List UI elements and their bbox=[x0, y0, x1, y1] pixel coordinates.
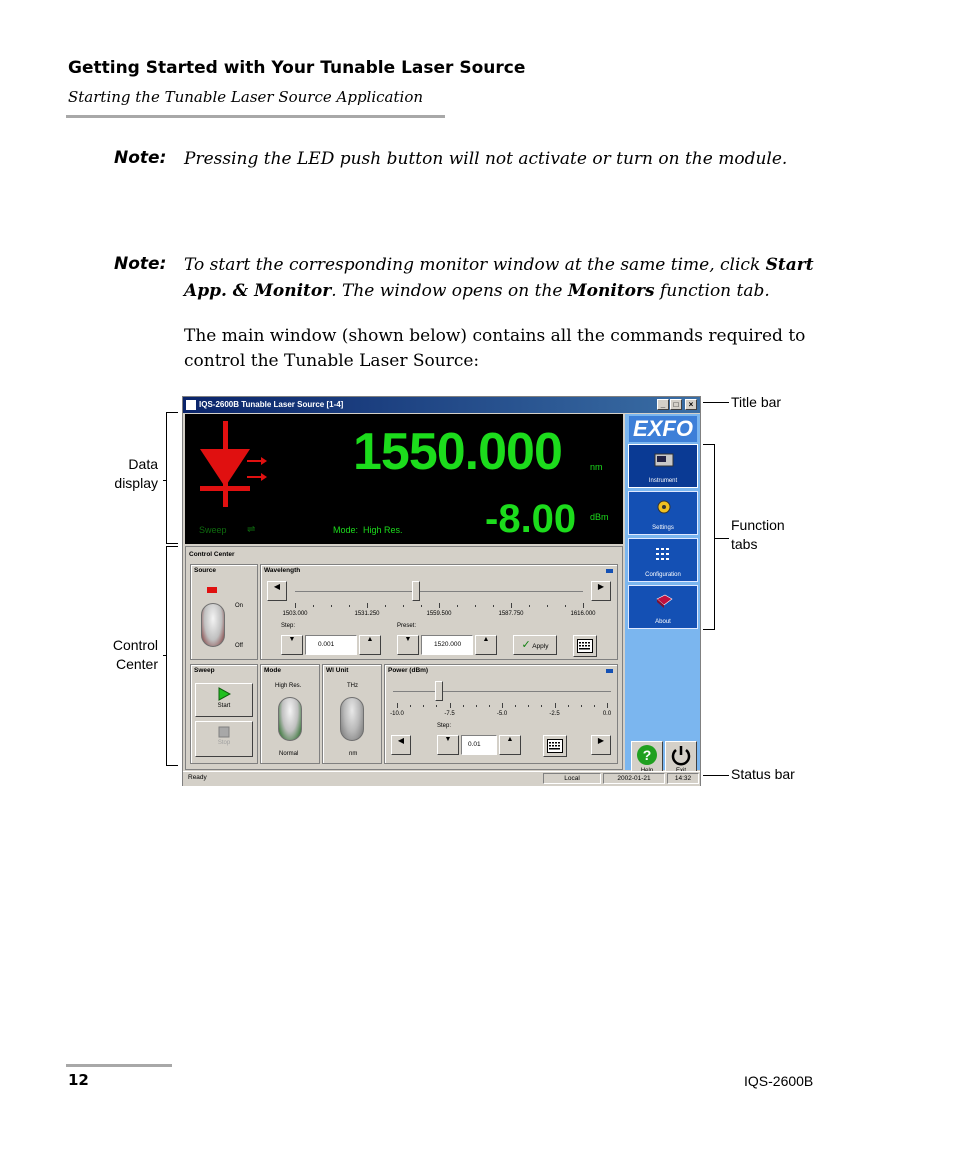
wavelength-keypad-button[interactable] bbox=[573, 635, 597, 657]
preset-label: Preset: bbox=[397, 623, 417, 629]
wavelength-tick-mark bbox=[493, 605, 494, 607]
callout-bracket-control-center bbox=[166, 546, 167, 766]
control-center bbox=[185, 546, 623, 770]
header-rule bbox=[66, 115, 445, 118]
app-window bbox=[182, 396, 701, 786]
step-up-button[interactable]: ▲ bbox=[359, 635, 381, 655]
power-tick-mark bbox=[397, 703, 398, 708]
source-label: Source bbox=[194, 567, 217, 574]
tab-settings[interactable]: Settings bbox=[628, 491, 698, 535]
callout-control-center: Control Center bbox=[112, 637, 158, 672]
instrument-icon bbox=[654, 452, 674, 468]
keypad-icon bbox=[577, 639, 593, 653]
control-center-title: Control Center bbox=[189, 551, 235, 558]
wavelength-tick-label: 1559.500 bbox=[426, 611, 452, 617]
wavelength-tick-label: 1503.000 bbox=[282, 611, 308, 617]
wavelength-tick-mark bbox=[385, 605, 386, 607]
callout-status-bar: Status bar bbox=[731, 766, 795, 782]
preset-field[interactable]: 1520.000 bbox=[421, 635, 473, 655]
power-tick-label: -7.5 bbox=[444, 711, 455, 717]
status-mode: Local bbox=[543, 773, 601, 784]
title-bar[interactable] bbox=[183, 397, 700, 413]
note-text: Pressing the LED push button will not activate or turn on the module. bbox=[184, 149, 788, 169]
power-tick-mark bbox=[450, 703, 451, 708]
note-text-line1: To start the corresponding monitor window at the same time, click Start bbox=[184, 255, 814, 275]
power-icon bbox=[670, 744, 692, 766]
callout-data-display: Data display bbox=[114, 456, 158, 491]
configuration-icon bbox=[654, 546, 674, 562]
wavelength-tick-mark bbox=[529, 605, 530, 607]
power-readout: -8.00 bbox=[485, 497, 577, 541]
keypad-icon bbox=[547, 739, 563, 753]
power-tick-mark bbox=[515, 705, 516, 707]
maximize-button[interactable]: □ bbox=[670, 399, 682, 410]
status-time: 14:32 bbox=[667, 773, 699, 784]
wavelength-slider-track[interactable] bbox=[295, 591, 583, 592]
mode-group bbox=[260, 664, 320, 764]
settings-gear-icon bbox=[654, 499, 674, 515]
exfo-logo: EXFO bbox=[629, 416, 697, 442]
wavelength-tick-mark bbox=[565, 605, 566, 607]
callout-function-tabs: Function tabs bbox=[731, 517, 785, 552]
close-button[interactable]: × bbox=[685, 399, 697, 410]
wavelength-group bbox=[260, 564, 618, 660]
sweep-group bbox=[190, 664, 258, 764]
power-tick-label: -2.5 bbox=[549, 711, 560, 717]
laser-diode-icon[interactable] bbox=[195, 419, 270, 509]
minimize-button[interactable]: _ bbox=[657, 399, 669, 410]
wavelength-tick-mark bbox=[349, 605, 350, 607]
wavelength-readout: 1550.000 bbox=[353, 423, 562, 481]
wavelength-tick-mark bbox=[367, 603, 368, 608]
wavelength-tick-mark bbox=[511, 603, 512, 608]
wavelength-right-button[interactable]: ▶ bbox=[591, 581, 611, 601]
power-tick-mark bbox=[410, 705, 411, 707]
tab-instrument[interactable]: Instrument bbox=[628, 444, 698, 488]
power-tick-label: -10.0 bbox=[390, 711, 404, 717]
power-tick-mark bbox=[502, 703, 503, 708]
wavelength-tick-mark bbox=[475, 605, 476, 607]
power-tick-mark bbox=[581, 705, 582, 707]
callout-line-function-tabs bbox=[714, 538, 729, 539]
wavelength-tick-mark bbox=[403, 605, 404, 607]
help-icon bbox=[636, 744, 658, 766]
preset-up-button[interactable]: ▲ bbox=[475, 635, 497, 655]
power-tick-mark bbox=[568, 705, 569, 707]
function-tabs-panel bbox=[625, 414, 700, 770]
power-step-down-button[interactable]: ▼ bbox=[437, 735, 459, 755]
power-tick-mark bbox=[423, 705, 424, 707]
power-keypad-button[interactable] bbox=[543, 735, 567, 757]
callout-bracket-top bbox=[166, 546, 178, 547]
about-book-icon bbox=[654, 593, 674, 609]
sweep-indicator: Sweep bbox=[199, 525, 227, 535]
wavelength-tick-label: 1587.750 bbox=[498, 611, 524, 617]
body-text-line2: control the Tunable Laser Source: bbox=[184, 351, 480, 371]
tab-about[interactable]: About bbox=[628, 585, 698, 629]
power-step-label: Step: bbox=[437, 723, 452, 729]
stop-icon bbox=[218, 726, 230, 738]
wavelength-indicator bbox=[606, 569, 613, 573]
source-group bbox=[190, 564, 258, 660]
footer-rule bbox=[66, 1064, 172, 1067]
wl-unit-group bbox=[322, 664, 382, 764]
wavelength-tick-mark bbox=[547, 605, 548, 607]
wavelength-left-button[interactable]: ◀ bbox=[267, 581, 287, 601]
power-step-field[interactable]: 0.01 bbox=[461, 735, 497, 755]
wl-unit-label: Wl Unit bbox=[326, 667, 349, 674]
wavelength-tick-mark bbox=[421, 605, 422, 607]
step-label: Step: bbox=[281, 623, 296, 629]
wavelength-slider-thumb[interactable] bbox=[412, 581, 420, 601]
source-led bbox=[207, 587, 217, 593]
wavelength-tick-mark bbox=[583, 603, 584, 608]
mode-toggle[interactable] bbox=[278, 697, 302, 741]
data-display bbox=[185, 414, 623, 544]
power-group bbox=[384, 664, 618, 764]
wl-unit-nm-label: nm bbox=[349, 751, 358, 757]
power-right-button[interactable]: ▶ bbox=[591, 735, 611, 755]
power-tick-mark bbox=[476, 705, 477, 707]
callout-bracket-bottom bbox=[703, 629, 715, 630]
section-title: Starting the Tunable Laser Source Application bbox=[68, 88, 424, 106]
source-toggle[interactable] bbox=[201, 603, 225, 647]
power-unit: dBm bbox=[590, 512, 609, 522]
apply-button[interactable]: ✓ Apply bbox=[513, 635, 557, 655]
mode-indicator: Mode: High Res. bbox=[333, 525, 403, 535]
power-tick-label: -5.0 bbox=[496, 711, 508, 717]
mode-label: Mode bbox=[264, 667, 281, 674]
wavelength-tick-label: 1531.250 bbox=[354, 611, 380, 617]
source-off-label: Off bbox=[235, 643, 243, 649]
power-tick-mark bbox=[463, 705, 464, 707]
wavelength-tick-mark bbox=[295, 603, 296, 608]
power-tick-mark bbox=[594, 705, 595, 707]
checkmark-icon: ✓ bbox=[521, 639, 531, 651]
power-step-up-button[interactable]: ▲ bbox=[499, 735, 521, 755]
wl-unit-toggle[interactable] bbox=[340, 697, 364, 741]
sweep-start-button[interactable]: Start bbox=[195, 683, 253, 717]
sweep-stop-button[interactable]: Stop bbox=[195, 721, 253, 757]
callout-title-bar: Title bar bbox=[731, 394, 782, 410]
callout-bracket-top bbox=[703, 444, 715, 445]
wavelength-tick-mark bbox=[331, 605, 332, 607]
chapter-title: Getting Started with Your Tunable Laser Source bbox=[68, 58, 526, 78]
page-number: 12 bbox=[68, 1071, 89, 1089]
power-left-button[interactable]: ◀ bbox=[391, 735, 411, 755]
callout-bracket-data-display bbox=[166, 412, 167, 544]
wavelength-tick-mark bbox=[457, 605, 458, 607]
source-on-label: On bbox=[235, 603, 244, 609]
callout-bracket-function-tabs bbox=[714, 444, 715, 630]
tab-configuration[interactable]: Configuration bbox=[628, 538, 698, 582]
power-label: Power (dBm) bbox=[388, 667, 429, 674]
power-tick-mark bbox=[489, 705, 490, 707]
status-date: 2002-01-21 bbox=[603, 773, 665, 784]
wavelength-label: Wavelength bbox=[264, 567, 301, 574]
step-down-button[interactable]: ▼ bbox=[281, 635, 303, 655]
wavelength-tick-mark bbox=[439, 603, 440, 608]
power-tick-mark bbox=[528, 705, 529, 707]
svg-text:?: ? bbox=[642, 747, 652, 763]
step-field[interactable]: 0.001 bbox=[305, 635, 357, 655]
preset-down-button[interactable]: ▼ bbox=[397, 635, 419, 655]
power-slider-track[interactable] bbox=[393, 691, 611, 692]
play-icon bbox=[217, 687, 231, 701]
sweep-label: Sweep bbox=[194, 667, 215, 674]
status-bar bbox=[183, 771, 700, 786]
note-label: Note: bbox=[114, 254, 167, 274]
power-slider-thumb[interactable] bbox=[435, 681, 443, 701]
power-tick-mark bbox=[436, 705, 437, 707]
power-tick-mark bbox=[541, 705, 542, 707]
callout-bracket-bottom bbox=[166, 543, 178, 544]
note-text-line2: App. & Monitor. The window opens on the Monitors function tab. bbox=[184, 281, 770, 301]
body-text-line1: The main window (shown below) contains all the commands required to bbox=[184, 326, 806, 346]
status-state: Ready bbox=[188, 774, 207, 781]
callout-bracket-top bbox=[166, 412, 178, 413]
power-tick-mark bbox=[607, 703, 608, 708]
wl-unit-thz-label: THz bbox=[347, 683, 358, 689]
callout-bracket-bottom bbox=[166, 765, 178, 766]
callout-line-title-bar bbox=[703, 402, 729, 403]
app-icon bbox=[186, 400, 196, 410]
mode-high-label: High Res. bbox=[275, 683, 302, 689]
sweep-arrows-icon: ⇌ bbox=[247, 524, 256, 535]
wavelength-unit: nm bbox=[590, 462, 603, 472]
power-indicator bbox=[606, 669, 613, 673]
product-name: IQS-2600B bbox=[744, 1073, 814, 1089]
window-title: IQS-2600B Tunable Laser Source [1-4] bbox=[199, 400, 344, 409]
wavelength-tick-mark bbox=[313, 605, 314, 607]
mode-normal-label: Normal bbox=[279, 751, 299, 757]
power-tick-label: 0.0 bbox=[602, 711, 612, 717]
callout-line-status-bar bbox=[703, 775, 729, 776]
note-label: Note: bbox=[114, 148, 167, 168]
power-tick-mark bbox=[555, 703, 556, 708]
wavelength-tick-label: 1616.000 bbox=[570, 611, 596, 617]
